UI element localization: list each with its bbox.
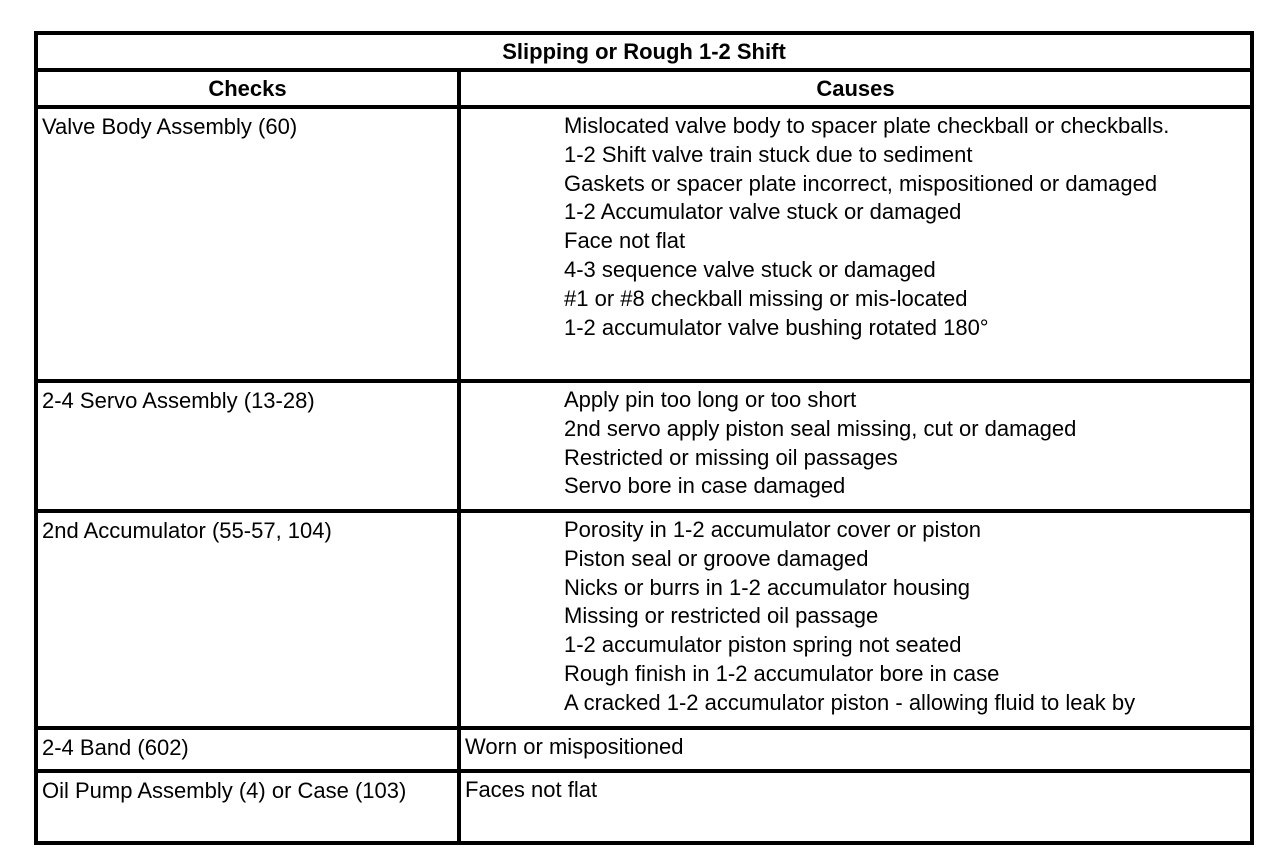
cause-item: 1-2 Accumulator valve stuck or damaged [564,199,962,225]
table-row [36,511,1252,728]
cause-item: Restricted or missing oil passages [564,444,898,470]
check-cell: 2nd Accumulator (55-57, 104) [36,511,459,728]
cause-item: Faces not flat [465,777,598,802]
cause-item: Rough finish in 1-2 accumulator bore in case [564,660,1000,686]
cause-item: Apply pin too long or too short [564,387,857,412]
cause-item: Face not flat [564,228,686,254]
cause-item: 1-2 accumulator valve bushing rotated 180° [564,314,989,340]
cause-item: Nicks or burrs in 1-2 accumulator housing [564,574,970,600]
cause-item: 4-3 sequence valve stuck or damaged [564,256,936,282]
table-title: Slipping or Rough 1-2 Shift [36,33,1252,70]
cause-item: A cracked 1-2 accumulator piston - allowing fluid to leak by [564,689,1136,715]
cause-item: Missing or restricted oil passage [564,603,879,629]
header-row [36,70,1252,107]
causes-cell [459,107,1252,381]
causes-cell [459,728,1252,771]
cause-item: Piston seal or groove damaged [564,545,869,571]
table-row [36,107,1252,381]
cause-item: Worn or mispositioned [465,734,684,759]
cause-item: Servo bore in case damaged [564,473,846,499]
check-cell: 2-4 Band (602) [36,728,459,771]
table-row [36,381,1252,511]
check-cell: 2-4 Servo Assembly (13-28) [36,381,459,511]
causes-cell [459,771,1252,843]
cause-item: 1-2 Shift valve train stuck due to sediment [564,141,973,167]
cause-item: Gaskets or spacer plate incorrect, mispositioned or damaged [564,170,1158,196]
causes-cell [459,381,1252,511]
cause-item: Mislocated valve body to spacer plate checkball or checkballs. [564,113,1170,138]
table-row [36,728,1252,771]
table-row [36,771,1252,843]
title-row [36,33,1252,70]
diagnosis-table [34,31,1254,845]
causes-cell [459,511,1252,728]
check-cell: Valve Body Assembly (60) [36,107,459,381]
cause-item: 2nd servo apply piston seal missing, cut or damaged [564,415,1077,441]
cause-item: #1 or #8 checkball missing or mis-located [564,285,968,311]
check-cell: Oil Pump Assembly (4) or Case (103) [36,771,459,843]
cause-item: Porosity in 1-2 accumulator cover or piston [564,517,981,542]
causes-header: Causes [459,70,1252,107]
checks-header: Checks [36,70,459,107]
cause-item: 1-2 accumulator piston spring not seated [564,632,962,658]
